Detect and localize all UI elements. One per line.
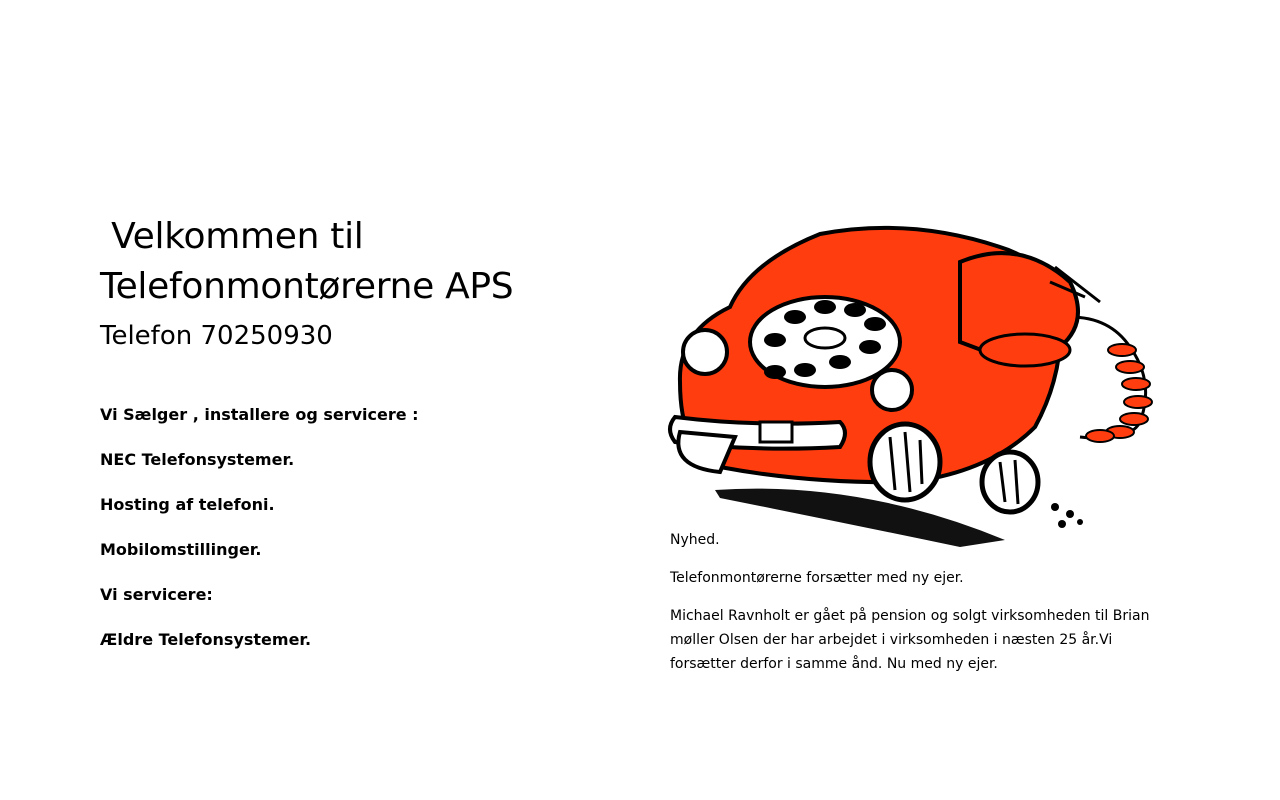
telephone-car-icon xyxy=(660,222,1180,552)
offerings-list xyxy=(100,404,580,651)
page-title-line1: Velkommen til xyxy=(100,216,364,257)
news-paragraph: Telefonmontørerne forsætter med ny ejer. xyxy=(670,570,964,586)
news-text xyxy=(670,528,1180,690)
news-heading: Nyhed. xyxy=(670,532,720,548)
offering-item: Hosting af telefoni. xyxy=(100,495,275,514)
page-title-line2: Telefonmontørerne APS xyxy=(100,266,514,307)
offering-item: Vi servicere: xyxy=(100,585,213,604)
intro-section xyxy=(100,212,580,674)
offering-item: Vi Sælger , installere og servicere : xyxy=(100,405,419,424)
offering-item: Ældre Telefonsystemer. xyxy=(100,630,312,649)
phone-number: Telefon 70250930 xyxy=(100,321,333,351)
news-paragraph: Michael Ravnholt er gået på pension og solgt virksomheden til Brian møller Olsen der har arbejdet i virksomheden i næsten 25 år.Vi forsætter derfor i samme ånd. Nu med ny ejer. xyxy=(670,608,1150,672)
offering-item: NEC Telefonsystemer. xyxy=(100,450,295,469)
offering-item: Mobilomstillinger. xyxy=(100,540,262,559)
